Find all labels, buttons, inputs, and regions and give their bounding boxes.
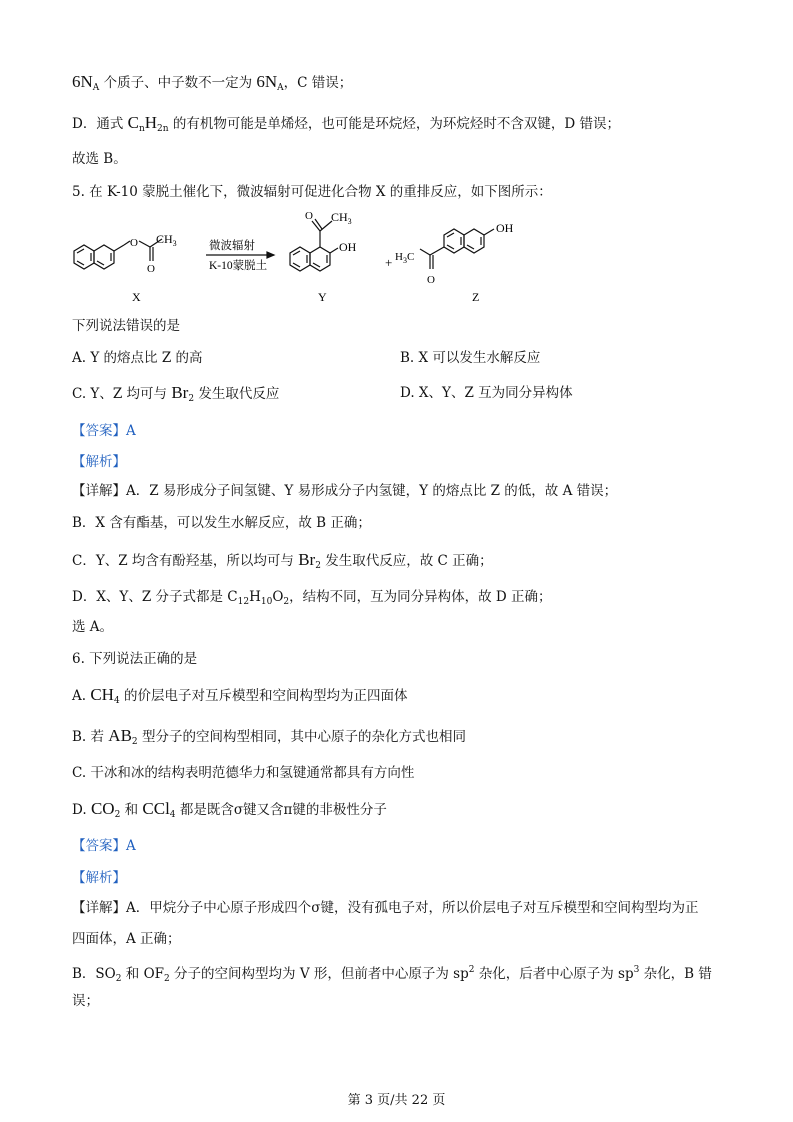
text-line-2: D．通式 $C_nH_{2n}$ 的有机物可能是单烯烃，也可能是环烷烃，为环烷烃时不含双键，D 错误；: [72, 113, 620, 134]
plus-sign: +: [385, 255, 393, 270]
x-carbonyl-o: O: [147, 263, 155, 275]
q5-detail-c: C．Y、Z 均含有酚羟基，所以均可与 $Br_2$ 发生取代反应，故 C 正确；: [72, 550, 493, 571]
q5-answer: 【答案】A: [72, 423, 136, 439]
option-d: D. X、Y、Z 互为同分异构体: [400, 385, 573, 401]
page-footer: 第 3 页/共 22 页: [347, 1093, 446, 1108]
z-carbonyl-o: O: [427, 274, 435, 286]
q5-detail-d: D．X、Y、Z 分子式都是 $C_{12}H_{10}O_2$，结构不同，互为同分异构体，故 D 正确；: [72, 589, 552, 607]
arrow-condition-bottom: K-10蒙脱土: [209, 260, 268, 272]
question-6-stem: 6. 下列说法正确的是: [72, 651, 198, 667]
option-a: A. Y 的熔点比 Z 的高: [72, 350, 203, 366]
z-h3c-label: $H_3C$: [395, 251, 415, 265]
y-oh-label: OH: [339, 240, 357, 254]
q5-detail-b: B．X 含有酯基，可以发生水解反应，故 B 正确；: [72, 515, 371, 531]
arrow-condition-top: 微波辐射: [209, 240, 255, 252]
reaction-diagram: [60, 203, 580, 313]
q5-analysis-heading: 【解析】: [72, 454, 126, 470]
q6-option-a: A. $CH_4$ 的价层电子对互斥模型和空间构型均为正四面体: [72, 685, 408, 706]
q5-conclusion: 选 A。: [72, 619, 114, 635]
label-z: Z: [472, 290, 480, 304]
text-line-3: 故选 B。: [72, 151, 127, 167]
option-b: B. X 可以发生水解反应: [400, 350, 541, 366]
q6-option-c: C. 干冰和冰的结构表明范德华力和氢键通常都具有方向性: [72, 765, 415, 781]
q6-answer: 【答案】A: [72, 838, 136, 854]
q6-analysis-heading: 【解析】: [72, 870, 126, 886]
q6-detail-b: B．$SO_2$ 和 $OF_2$ 分子的空间构型均为 V 形，但前者中心原子为 $sp^2$ 杂化，后者中心原子为 $sp^3$ 杂化，B 错: [72, 965, 712, 984]
y-carbonyl-o: O: [305, 210, 313, 222]
option-c: C. Y、Z 均可与 $Br_2$ 发生取代反应: [72, 383, 280, 404]
q6-detail-a-cont: 四面体，A 正确；: [72, 931, 181, 947]
q6-option-b: B. 若 $AB_2$ 型分子的空间构型相同，其中心原子的杂化方式也相同: [72, 726, 466, 747]
z-oh-label: OH: [496, 221, 514, 235]
q6-option-d: D. $CO_2$ 和 CCl$_4$ 都是既含σ键又含π键的非极性分子: [72, 799, 387, 820]
x-ester-o: O: [130, 237, 138, 249]
label-x: X: [132, 290, 141, 304]
label-y: Y: [318, 290, 327, 304]
q5-detail-a: 【详解】A．Z 易形成分子间氢键、Y 易形成分子内氢键，Y 的熔点比 Z 的低，故 A 错误；: [72, 483, 618, 499]
q6-detail-b-cont: 误；: [72, 993, 99, 1009]
q6-detail-a: 【详解】A．甲烷分子中心原子形成四个σ键，没有孤电子对，所以价层电子对互斥模型和空间构型均为正: [72, 900, 699, 916]
question-5-stem: 5. 在 K-10 蒙脱土催化下，微波辐射可促进化合物 X 的重排反应，如下图所示：: [72, 184, 552, 200]
y-ch3-label: $CH_3$: [331, 210, 352, 226]
x-ch3-label: $CH_3$: [156, 232, 177, 248]
question-5-ask: 下列说法错误的是: [72, 318, 180, 334]
text-line-1: $6N_A$ 个质子、中子数不一定为 $6N_A$，C 错误；: [72, 72, 353, 93]
